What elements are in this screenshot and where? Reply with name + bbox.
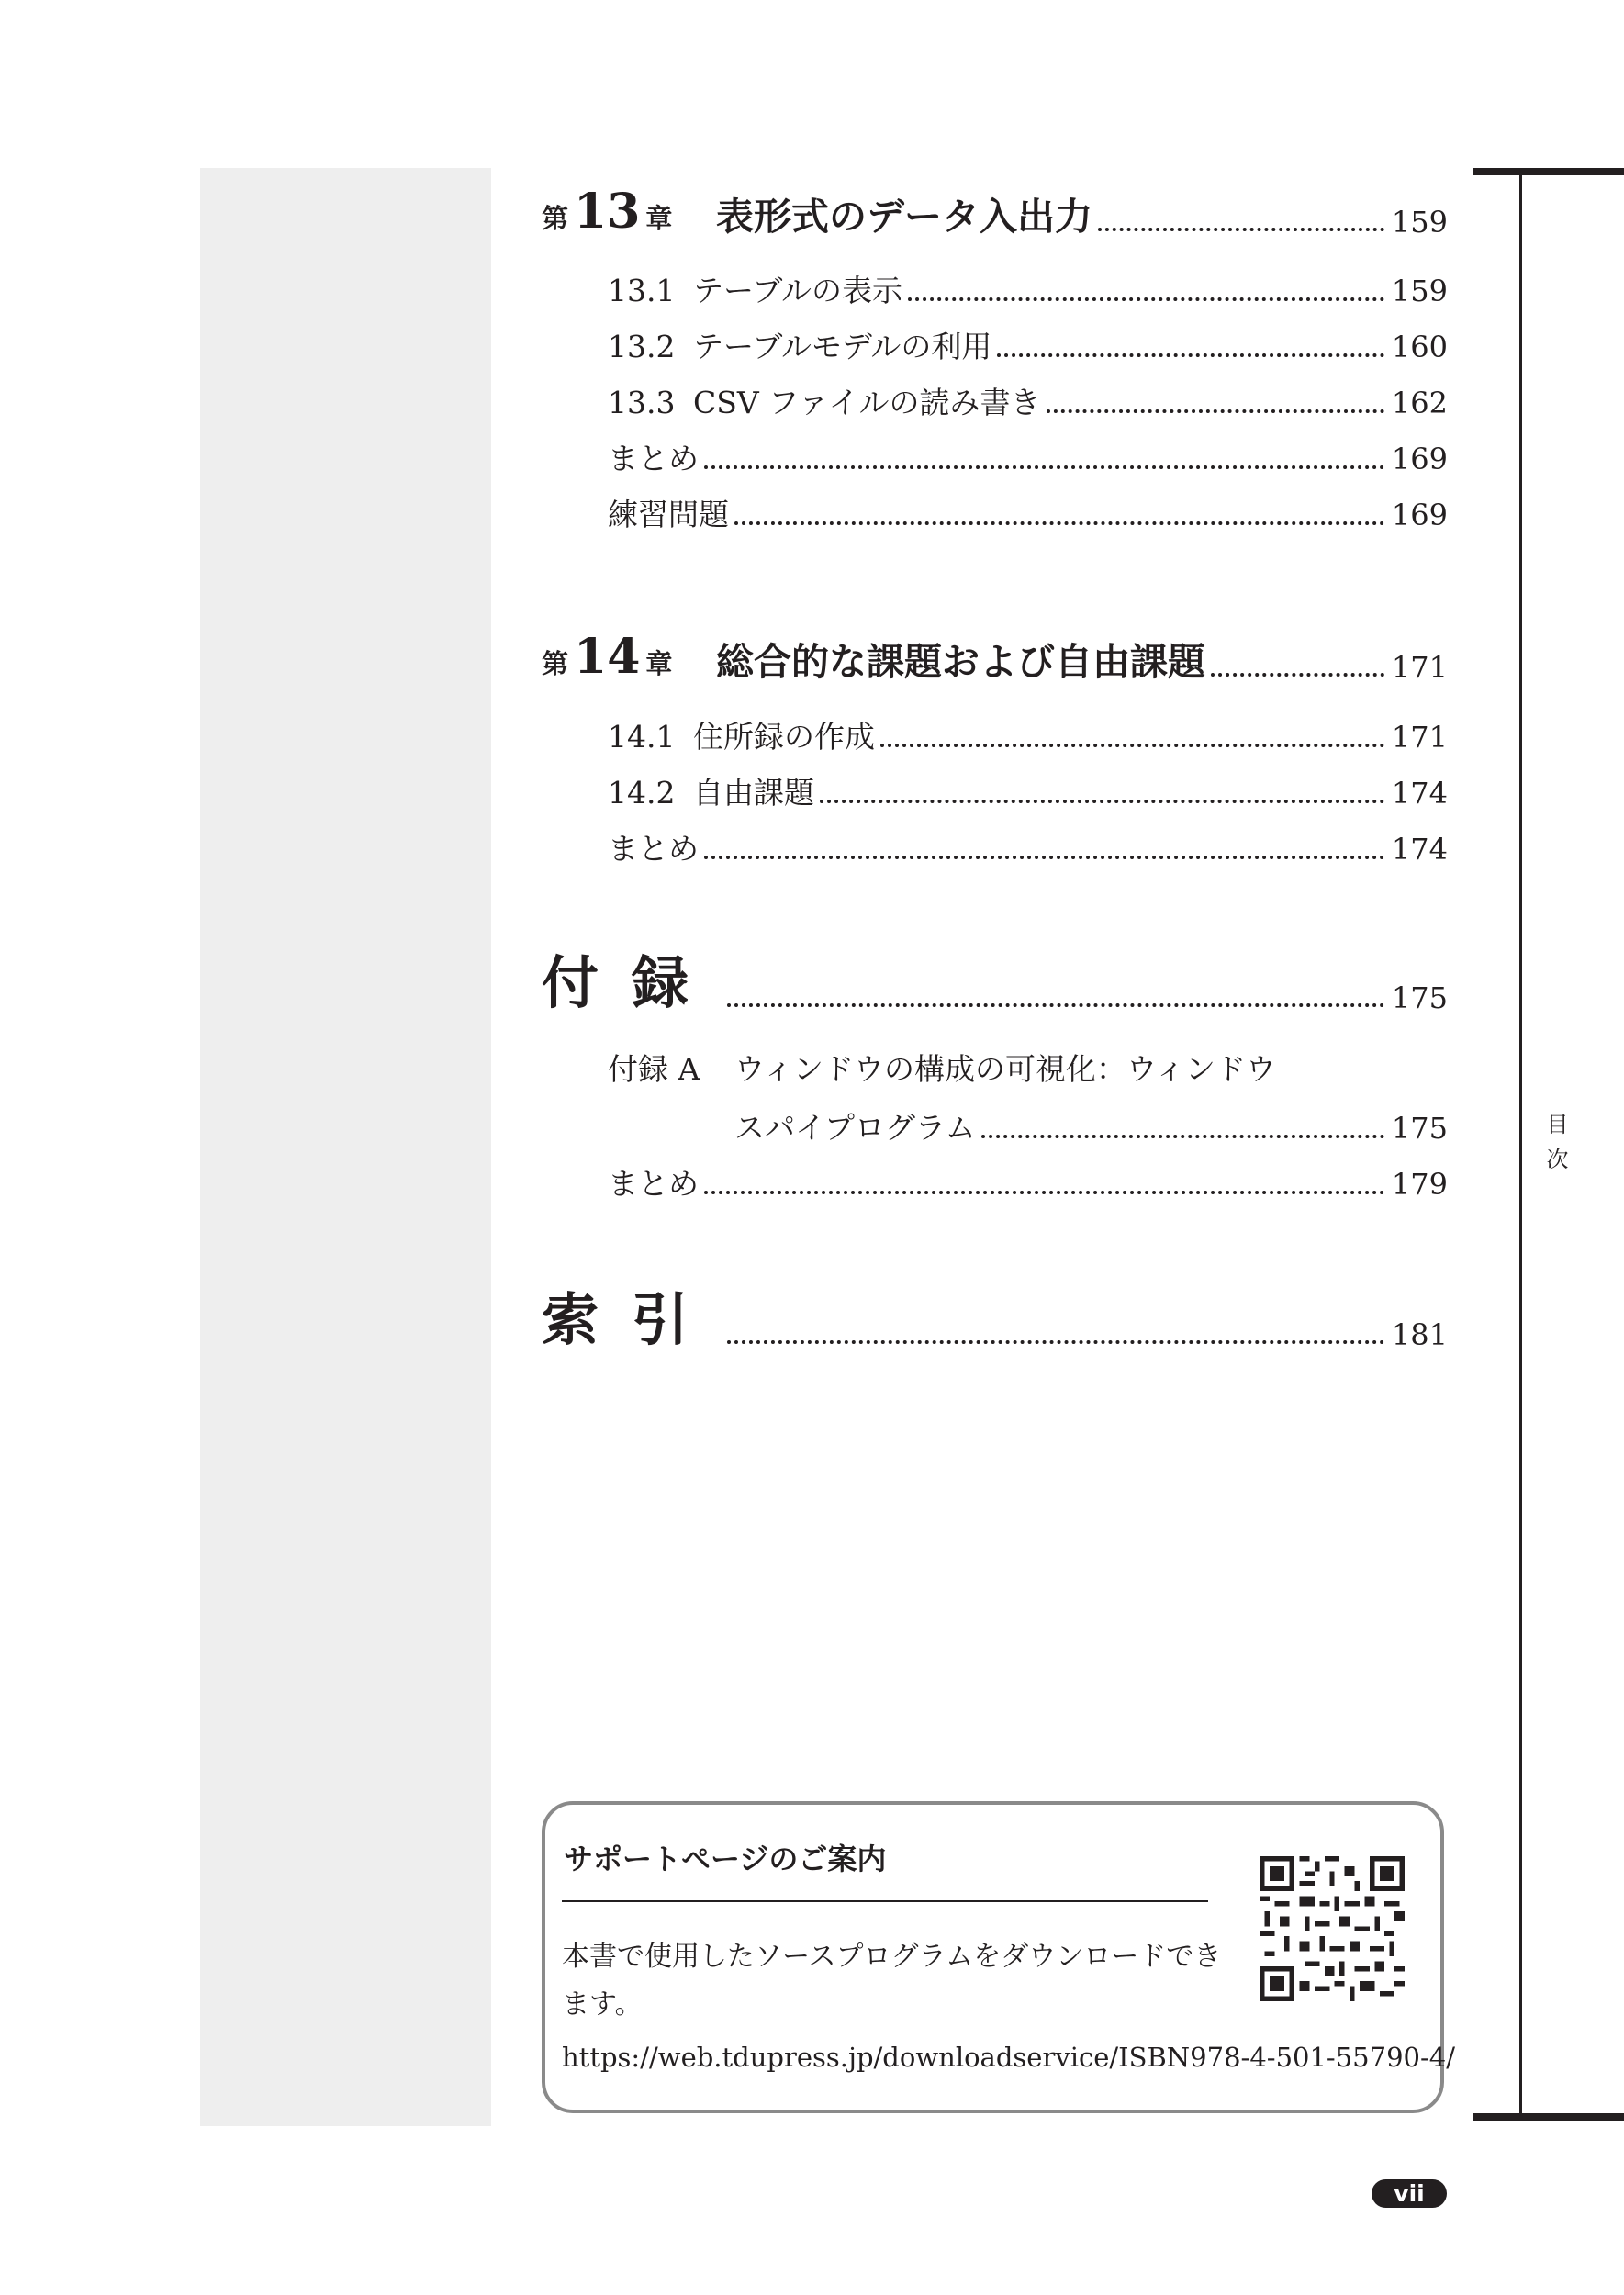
page-number: 174 — [1391, 832, 1448, 868]
dot-leader — [704, 856, 1384, 859]
section-title: テーブルの表示 — [693, 273, 903, 308]
entry-label — [608, 1051, 1276, 1088]
dot-leader — [997, 353, 1384, 357]
dot-leader — [734, 521, 1384, 525]
page-number: 175 — [1391, 1111, 1448, 1147]
entry-label — [608, 385, 1041, 421]
page-number: 175 — [1391, 980, 1448, 1015]
entry-label: まとめ — [608, 831, 699, 867]
page-number: 179 — [1391, 1167, 1448, 1203]
toc-entry[interactable] — [608, 497, 1448, 533]
tab-vertical-line — [1519, 175, 1522, 2113]
page-number: 174 — [1391, 776, 1448, 812]
dot-leader — [1098, 228, 1384, 231]
entry-label — [608, 719, 875, 756]
dot-leader — [880, 744, 1384, 747]
entry-label — [608, 273, 902, 309]
chapter-word: 第 — [542, 648, 569, 679]
page-number: 181 — [1391, 1316, 1448, 1352]
chapter-title: 表形式のデータ入出力 — [716, 194, 1092, 239]
section-number: 14.2 — [608, 775, 676, 811]
dot-leader — [727, 1340, 1384, 1344]
section-title: テーブルモデルの利用 — [693, 329, 992, 364]
qr-code-icon — [1260, 1856, 1405, 2001]
appendix-entry-title: ウィンドウの構成の可視化：ウィンドウ — [734, 1051, 1277, 1087]
appendix-a-line1[interactable] — [608, 1051, 1448, 1088]
entry-label — [608, 329, 991, 365]
support-page-box — [542, 1801, 1455, 2113]
toc-entry[interactable] — [608, 831, 1448, 868]
toc-entry[interactable] — [608, 385, 1448, 421]
section-number: 13.1 — [608, 273, 676, 308]
dot-leader — [727, 1003, 1384, 1007]
chapter-number — [542, 184, 716, 240]
section-title: 住所録の作成 — [693, 719, 875, 755]
dot-leader — [908, 297, 1384, 301]
page-number: 159 — [1391, 204, 1448, 240]
chapter-number-digits: 14 — [574, 629, 641, 685]
tab-rule-bottom — [1473, 2113, 1624, 2121]
section-title: 自由課題 — [693, 775, 814, 811]
support-description: 本書で使用したソースプログラムをダウンロードできます。 — [562, 1941, 1222, 2021]
section-number: 14.1 — [608, 719, 676, 755]
support-title: サポートページのご案内 — [564, 1842, 887, 1876]
dot-leader — [704, 465, 1384, 469]
entry-label: まとめ — [608, 1166, 699, 1202]
dot-leader — [981, 1135, 1384, 1138]
appendix-title: 付録 — [542, 949, 722, 1016]
chapter-number-digits: 13 — [574, 184, 641, 240]
chapter-14-row[interactable] — [542, 629, 1448, 685]
index-row[interactable] — [542, 1287, 1448, 1352]
dot-leader — [1047, 409, 1384, 413]
page-number: 169 — [1391, 498, 1448, 533]
entry-label: まとめ — [608, 441, 699, 476]
side-tab-label: 目次 — [1542, 1113, 1568, 1182]
page-number: 171 — [1391, 649, 1448, 685]
index-title: 索引 — [542, 1286, 722, 1353]
entry-label: 練習問題 — [608, 497, 729, 532]
toc-entry[interactable] — [608, 441, 1448, 477]
dot-leader — [704, 1191, 1384, 1194]
appendix-entry-title-cont: スパイプログラム — [734, 1110, 976, 1146]
tab-rule-top — [1473, 168, 1624, 175]
toc-entry[interactable] — [608, 1166, 1448, 1203]
chapter-number — [542, 629, 716, 685]
chapter-title: 総合的な課題および自由課題 — [716, 639, 1205, 684]
page-number: 171 — [1391, 720, 1448, 756]
section-title: CSV ファイルの読み書き — [693, 385, 1041, 420]
page-number: 159 — [1391, 274, 1448, 309]
chapter-13-row[interactable] — [542, 184, 1448, 240]
appendix-row[interactable] — [542, 950, 1448, 1015]
chapter-word: 第 — [542, 203, 569, 234]
support-divider — [562, 1900, 1208, 1902]
left-margin-band — [200, 168, 491, 2126]
appendix-a-line2[interactable] — [734, 1110, 1448, 1147]
page-number: 160 — [1391, 330, 1448, 365]
dot-leader — [1211, 673, 1384, 677]
page-number: 169 — [1391, 442, 1448, 477]
dot-leader — [820, 800, 1384, 803]
section-number: 13.2 — [608, 329, 676, 364]
toc-entry[interactable] — [608, 273, 1448, 309]
chapter-word: 章 — [645, 648, 673, 679]
toc-entry[interactable] — [608, 775, 1448, 812]
section-number: 13.3 — [608, 385, 676, 420]
appendix-label: 付録 A — [608, 1051, 700, 1087]
toc-entry[interactable] — [608, 329, 1448, 365]
page-folio: vii — [1372, 2179, 1447, 2208]
page-number: 162 — [1391, 386, 1448, 421]
toc-entry[interactable] — [608, 719, 1448, 756]
chapter-word: 章 — [645, 203, 673, 234]
support-url-link[interactable]: https://web.tdupress.jp/downloadservice/ISBN978-4-501-55790-4/ — [562, 2042, 1455, 2073]
entry-label — [608, 775, 814, 812]
